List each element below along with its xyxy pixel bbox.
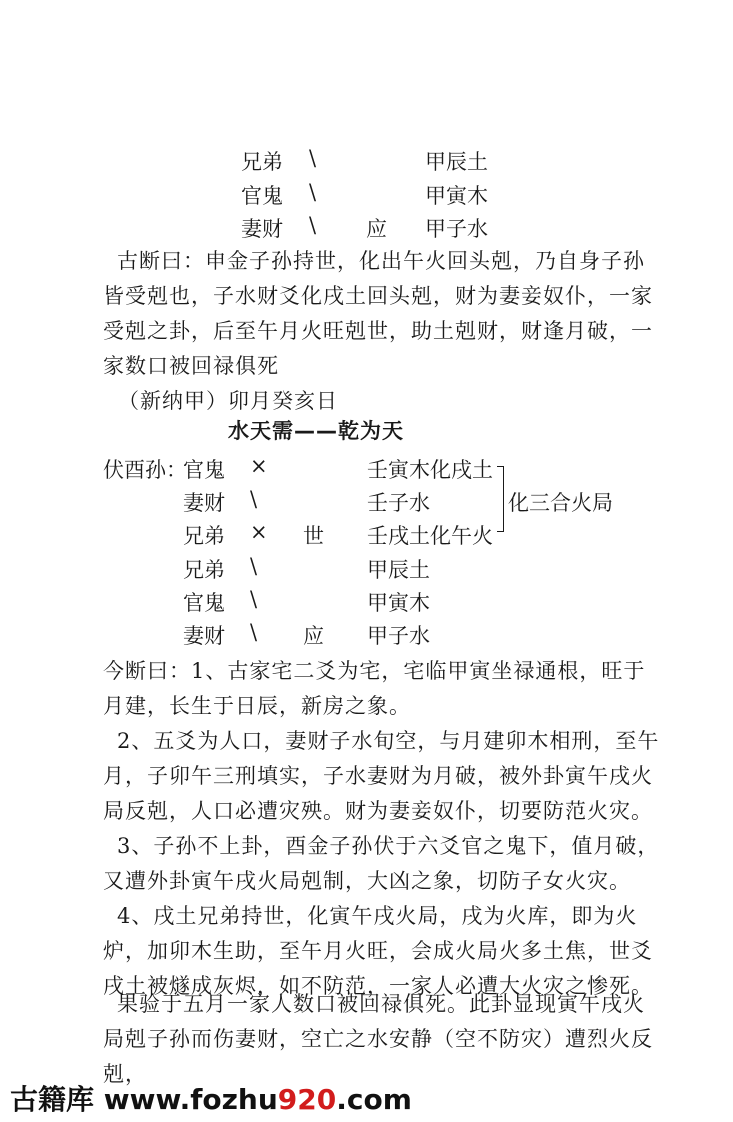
main-row-5-yao: \ bbox=[250, 587, 258, 611]
main-row-2-najia: 壬子水 bbox=[367, 491, 430, 515]
main-row-5-najia: 甲寅木 bbox=[367, 591, 430, 615]
verification-paragraph: 果验于五月一家人数口被回禄俱死。此卦显现寅午戌火局剋子孙而伤妻财，空亡之水安静（空不防灾）遭烈火反剋， bbox=[103, 992, 653, 1086]
watermark bbox=[10, 1078, 412, 1118]
new-najia-line: （新纳甲）卯月癸亥日 bbox=[118, 389, 338, 413]
modern-judgment-1: 今断曰：1、古家宅二爻为宅，宅临甲寅坐禄通根，旺于月建，长生于日辰，新房之象。 bbox=[103, 659, 646, 718]
main-row-4-role: 兄弟 bbox=[183, 558, 225, 582]
top-row-3-najia: 甲子水 bbox=[425, 217, 488, 241]
main-row-2-role: 妻财 bbox=[183, 491, 225, 515]
main-row-4-najia: 甲辰土 bbox=[367, 558, 430, 582]
main-row-3-shi-ying: 世 bbox=[303, 524, 324, 548]
watermark-site-name: 古籍库 bbox=[10, 1083, 95, 1116]
main-row-6-yao: \ bbox=[250, 620, 258, 644]
bracket-line bbox=[497, 466, 504, 532]
modern-judgment-2: 2、五爻为人口，妻财子水旬空，与月建卯木相刑，至午月，子卯午三刑填实，子水妻财为月破，被外卦寅午戌火局反剋，人口必遭灾殃。财为妻妾奴仆，切要防范火灾。 bbox=[103, 729, 660, 823]
top-row-2-najia: 甲寅木 bbox=[425, 184, 488, 208]
top-row-2-yao: \ bbox=[309, 180, 317, 204]
watermark-url-number: 920 bbox=[277, 1083, 337, 1116]
main-row-4-yao: \ bbox=[250, 554, 258, 578]
main-row-5-role: 官鬼 bbox=[183, 591, 225, 615]
watermark-url-prefix: www.fozhu bbox=[103, 1083, 278, 1116]
top-row-1-role: 兄弟 bbox=[241, 150, 283, 174]
modern-judgment-3: 3、子孙不上卦，酉金子孙伏于六爻官之鬼下，值月破，又遭外卦寅午戌火局剋制，大凶之象，切防子女火灾。 bbox=[103, 834, 660, 893]
watermark-url-suffix: .com bbox=[336, 1083, 412, 1116]
main-row-2-yao: \ bbox=[250, 487, 258, 511]
top-row-2-role: 官鬼 bbox=[241, 184, 283, 208]
main-row-3-najia: 壬戌土化午火 bbox=[367, 524, 493, 548]
hexagram-title: 水天需——乾为天 bbox=[228, 419, 404, 443]
main-row-3-yao: × bbox=[250, 520, 268, 544]
fu-shen-label: 伏酉孙： bbox=[103, 458, 187, 482]
main-row-3-role: 兄弟 bbox=[183, 524, 225, 548]
top-row-1-najia: 甲辰土 bbox=[425, 150, 488, 174]
main-row-1-role: 官鬼 bbox=[183, 458, 225, 482]
main-row-1-najia: 壬寅木化戌土 bbox=[367, 458, 493, 482]
main-row-6-role: 妻财 bbox=[183, 624, 225, 648]
top-row-1-yao: \ bbox=[309, 146, 317, 170]
main-row-1-yao: × bbox=[250, 454, 268, 478]
top-row-3-shi-ying: 应 bbox=[366, 217, 387, 241]
top-row-3-role: 妻财 bbox=[241, 217, 283, 241]
bracket-note: 化三合火局 bbox=[508, 491, 613, 515]
top-row-3-yao: \ bbox=[309, 213, 317, 237]
ancient-judgment: 古断曰：申金子孙持世，化出午火回头剋，乃自身子孙皆受剋也，子水财爻化戌土回头剋，财为妻妾奴仆，一家受剋之卦，后至午月火旺剋世，助土剋财，财逢月破，一家数口被回禄俱死 bbox=[103, 249, 653, 378]
main-row-6-shi-ying: 应 bbox=[303, 624, 324, 648]
modern-judgment-4: 4、戌土兄弟持世，化寅午戌火局，戌为火库，即为火炉，加卯木生助，至午月火旺，会成火局火多土焦，世爻戌土被燧成灰烬，如不防范，一家人必遭大火灾之惨死。 bbox=[103, 904, 653, 998]
main-row-6-najia: 甲子水 bbox=[367, 624, 430, 648]
